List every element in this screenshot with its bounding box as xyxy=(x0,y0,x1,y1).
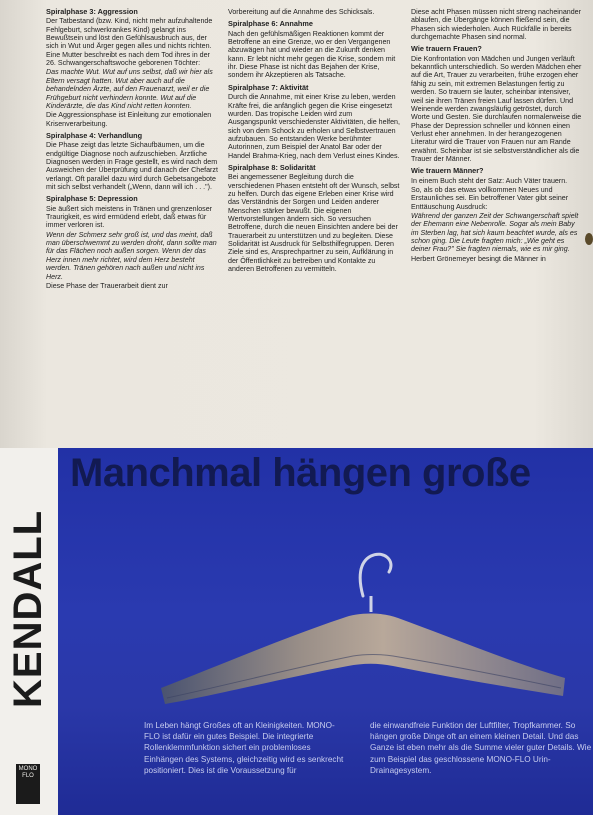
text-column-3 xyxy=(411,8,583,418)
brand-strip xyxy=(0,448,58,815)
section-heading: Wie trauern Männer? xyxy=(411,166,484,176)
section-heading: Spiralphase 7: Aktivität xyxy=(228,82,309,92)
quote: Das machte Wut. Wut auf uns selbst, daß wir hier als Eltern versagt hatten. Wut aber auch auf die behandelnden Ärzte, auf den Frauenarzt, weil er die Frühgeburt nicht verhindern konnte. Wut auf die Kinderärzte, die das Kind nicht retten konnten. xyxy=(46,68,213,110)
section-heading: Spiralphase 5: Depression xyxy=(46,194,138,204)
paragraph: Bei angemessener Begleitung durch die verschiedenen Phasen entsteht oft der Wunsch, selbst zu helfen. Durch das eigene Erleben einer Krise wird das Verständnis der Sorgen und Leiden anderer Menschen stärker bewußt. Die eigenen Wertvorstellungen ändern sich. So versuchen Betroffene, durch die neuen Einsichten andere bei der Trauerarbeit zu unterstützen und zu begleiten. Diese Solidarität ist Ausdruck für Selbsthilfegruppen. Deren Ziele sind es, Ansprechpartner zu sein, Aufklärung in der Öffentlichkeit zu betreiben und Kontakte zu anderen Betroffenen zu vermitteln. xyxy=(228,173,400,274)
paragraph: Vorbereitung auf die Annahme des Schicksals. xyxy=(228,8,375,16)
paragraph: Nach den gefühlsmäßigen Reaktionen kommt der Betroffene an eine Grenze, wo er den Vergangenen abzuwägen hat und wieder an die Zukunft denken kann. Er lebt nicht mehr gegen die Krise, sondern mit ihr. Diese Phase ist nicht das Bejahen der Krise, sondern ihr Akzeptieren als Tatsache. xyxy=(228,29,396,80)
ad-headline: Manchmal hängen große xyxy=(70,451,531,495)
paragraph: Durch die Annahme, mit einer Krise zu leben, werden Kräfte frei, die anfänglich gegen die Krise eingesetzt wurden. Das tropische Leiden wird zum Ausgangspunkt verschiedenster Aktivitäten, die helfen, sich von dem Schock zu erholen und Selbstvertrauen aufzubauen. So entstanden Werke berühmter Autorinnen, zum Beispiel der Anatol Bar oder der Handel Brahma-Krieg, nach dem Verlust eines Kindes. xyxy=(228,93,400,160)
paragraph: Diese acht Phasen müssen nicht streng nacheinander ablaufen, die Übergänge können fließend sein, die Phasen sich wiederholen. Auch Rückfälle in bereits durchgemachte Phasen sind normal. xyxy=(411,8,581,42)
mono-flo-logo: MONO FLO xyxy=(16,764,40,804)
section-heading: Wie trauern Frauen? xyxy=(411,44,482,54)
page-edge-mark xyxy=(585,233,593,245)
section-heading: Spiralphase 8: Solidarität xyxy=(228,162,316,172)
text-column-2 xyxy=(228,8,400,428)
paragraph: Herbert Grönemeyer besingt die Männer in xyxy=(411,254,546,263)
ad-copy-left xyxy=(144,720,344,812)
section-heading: Spiralphase 3: Aggression xyxy=(46,8,138,16)
brand-logo-text: KENDALL xyxy=(6,509,50,708)
paragraph: So, als ob das etwas vollkommen Neues und Erstaunliches sei. Ein betroffener Vater gibt seiner Enttäuschung Ausdruck: xyxy=(411,186,569,211)
quote: Wenn der Schmerz sehr groß ist, und das meint, daß man überschwemmt zu werden droht, dann sollte man für das Flächen noch außen sorgen. Wenn der das Herz innen mehr richtet, wird dem Herz besteht werden. Tränen gehören nach außen und nicht ins Herz. xyxy=(46,230,217,281)
section-heading: Spiralphase 6: Annahme xyxy=(228,19,313,29)
paragraph: Die Konfrontation von Mädchen und Jungen verläuft bekanntlich unterschiedlich. So werden Mädchen eher auf die Art, Trauer zu verarbeiten, frühe erzogen eher fähig zu sein, mit extremen Belastungen fertig zu werden. So trauern sie lauter, scheinbar intensiver, weil sie ihren Tränen freien Lauf lassen dürfen. Und Weinende werden zwangsläufig getröstet, durch Worte und Gesten. Sie durchlaufen normalerweise die Phase der Depression schneller und können einen Verlust eher annehmen. In der herangezogenen Literatur wird die Trauer von Frauen nur am Rande erwähnt. Scheinbar ist sie selbstverständlicher als die Trauer der Männer. xyxy=(411,54,582,163)
advertisement xyxy=(58,448,593,815)
ad-copy-text: die einwandfreie Funktion der Luftfilter, Tropfkammer. So hängen große Dinge oft an einem kleinen Detail. Und das Ganze ist eben mehr als die Summe vieler guter Details. Wie zum Beispiel das geschlossene MONO-FLO Urin-Drainagesystem. xyxy=(370,721,592,775)
paragraph: Sie äußert sich meistens in Tränen und grenzenloser Traurigkeit, es wird ermüdend erlebt, daß etwas für immer verloren ist. xyxy=(46,204,213,230)
paragraph: Diese Phase der Trauerarbeit dient zur xyxy=(46,281,168,290)
paragraph: Die Aggressionsphase ist Einleitung zur emotionalen Krisenverarbeitung. xyxy=(46,111,212,128)
paragraph: Der Tatbestand (bzw. Kind, nicht mehr aufzuhaltende Fehlgeburt, schwerkrankes Kind) gelangt ins Bewußtsein und löst den Gefühlsausbruch aus, der sich in Wut und Ärger gegen alles und nichts richten. Eine Mutter beschreibt es nach dem Tod ihres in der 26. Schwangerschaftswoche geborenen Töchter: xyxy=(46,17,213,68)
ad-copy-text: Im Leben hängt Großes oft an Kleinigkeiten. MONO-FLO ist dafür ein gutes Beispiel. Die integrierte Rollenklemmfunktion sichert ein problemloses Einhängen des Systems, gleichzeitig wird es senkrecht positioniert. Dies ist die Voraussetzung für xyxy=(144,721,344,775)
text-column-1 xyxy=(46,8,218,460)
paragraph: In einem Buch steht der Satz: Auch Väter trauern. xyxy=(411,176,568,185)
paragraph: Die Phase zeigt das letzte Sichaufbäumen, um die endgültige Diagnose noch aufzuschieben. Ärztliche Diagnosen werden in Frage gestellt, es wird nach dem Ausweichen der Überprüfung und danach der Chefarzt verlangt. Oft parallel dazu wird durch Gebetsangebote mit sich selbst verhandelt („Wenn, dann will ich . . ."). xyxy=(46,141,218,191)
section-heading: Spiralphase 4: Verhandlung xyxy=(46,130,143,140)
quote: Während der ganzen Zeit der Schwangerschaft spielt der Ehemann eine Nebenrolle. Sogar als mein Baby im Sterben lag, hat sich kaum beachtet wurde, als es schon ging. Die Leute fragten mich: „Wie geht es deiner Frau?" Sie fragten niemals, wie es mir ging. xyxy=(411,212,579,254)
ad-copy-right xyxy=(370,720,593,812)
hanger-image xyxy=(153,538,573,708)
